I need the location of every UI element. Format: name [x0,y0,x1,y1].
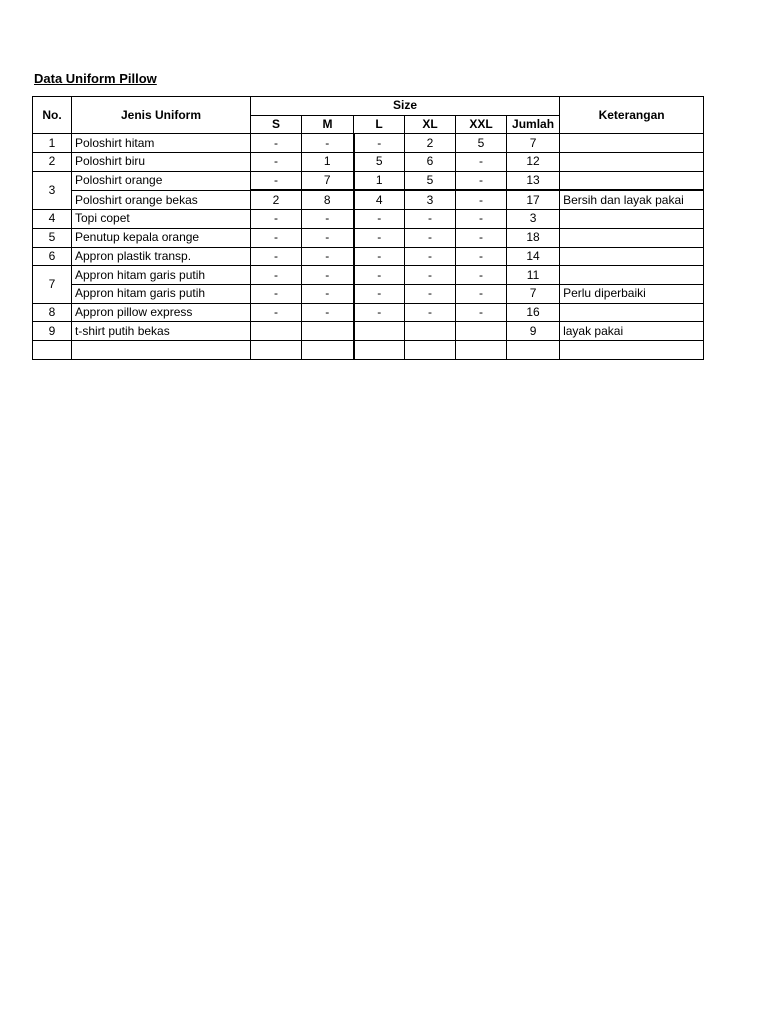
cell-jenis: Appron hitam garis putih [72,284,251,303]
uniform-table [32,96,704,360]
cell-xl: - [405,284,456,303]
cell-l [354,322,405,341]
cell-m: 8 [302,190,354,209]
header-size-xxl: XXL [456,115,507,134]
cell-keterangan: layak pakai [560,322,704,341]
cell-no: 5 [33,228,72,247]
cell-xxl: - [456,153,507,172]
cell-jenis: Poloshirt biru [72,153,251,172]
cell-m: - [302,247,354,266]
cell-s: - [251,284,302,303]
cell-keterangan [560,247,704,266]
table-row [33,210,704,229]
cell-s: - [251,303,302,322]
cell-jumlah: 11 [507,266,560,285]
table-row [33,284,704,303]
cell-s: - [251,134,302,153]
cell-xxl [456,322,507,341]
header-jumlah: Jumlah [507,115,560,134]
cell-keterangan [560,210,704,229]
table-row [33,153,704,172]
cell-xxl: - [456,228,507,247]
header-jenis-uniform: Jenis Uniform [72,97,251,134]
cell-keterangan [560,266,704,285]
cell-m: - [302,134,354,153]
cell-jenis: Penutup kepala orange [72,228,251,247]
cell-l: - [354,134,405,153]
cell-m [302,340,354,359]
cell-keterangan [560,171,704,190]
cell-jumlah: 9 [507,322,560,341]
cell-m: - [302,210,354,229]
cell-s: 2 [251,190,302,209]
cell-no: 4 [33,210,72,229]
cell-s [251,322,302,341]
cell-jenis: t-shirt putih bekas [72,322,251,341]
cell-m: 7 [302,171,354,190]
cell-s: - [251,247,302,266]
table-row [33,228,704,247]
cell-l: 4 [354,190,405,209]
cell-xl: - [405,266,456,285]
cell-no: 7 [33,266,72,303]
header-size: Size [251,97,560,116]
cell-xl: - [405,210,456,229]
cell-xl: 3 [405,190,456,209]
cell-l: - [354,303,405,322]
cell-xxl [456,340,507,359]
header-size-xl: XL [405,115,456,134]
cell-xxl: - [456,171,507,190]
cell-jumlah [507,340,560,359]
cell-xl: 6 [405,153,456,172]
table-row [33,340,704,359]
cell-xl: - [405,228,456,247]
cell-keterangan [560,303,704,322]
cell-jumlah: 7 [507,134,560,153]
table-row [33,171,704,190]
cell-jenis: Poloshirt orange bekas [72,190,251,209]
cell-keterangan [560,153,704,172]
cell-m: - [302,284,354,303]
cell-s: - [251,153,302,172]
cell-xxl: - [456,303,507,322]
cell-m: - [302,266,354,285]
cell-s: - [251,266,302,285]
cell-xl [405,322,456,341]
cell-no: 8 [33,303,72,322]
cell-l: 5 [354,153,405,172]
cell-l: - [354,210,405,229]
cell-s: - [251,228,302,247]
cell-keterangan: Bersih dan layak pakai [560,190,704,209]
table-row [33,266,704,285]
cell-no [33,340,72,359]
cell-xl: 2 [405,134,456,153]
cell-m: - [302,303,354,322]
cell-jumlah: 3 [507,210,560,229]
cell-m [302,322,354,341]
cell-l: - [354,284,405,303]
cell-xxl: - [456,266,507,285]
cell-l: - [354,247,405,266]
cell-xl: 5 [405,171,456,190]
cell-m: - [302,228,354,247]
cell-jenis: Appron pillow express [72,303,251,322]
cell-jenis: Poloshirt hitam [72,134,251,153]
table-row [33,322,704,341]
cell-l: - [354,266,405,285]
table-row [33,247,704,266]
cell-jumlah: 18 [507,228,560,247]
table-row [33,190,704,209]
cell-xxl: - [456,190,507,209]
cell-jenis: Appron hitam garis putih [72,266,251,285]
cell-l [354,340,405,359]
cell-xxl: - [456,247,507,266]
document-title: Data Uniform Pillow [34,71,157,86]
cell-s: - [251,210,302,229]
header-size-m: M [302,115,354,134]
cell-jumlah: 7 [507,284,560,303]
header-row-1 [33,97,704,116]
cell-keterangan [560,340,704,359]
cell-jumlah: 12 [507,153,560,172]
cell-no: 1 [33,134,72,153]
cell-xxl: - [456,210,507,229]
table-row [33,134,704,153]
cell-keterangan [560,134,704,153]
header-size-l: L [354,115,405,134]
cell-m: 1 [302,153,354,172]
cell-jumlah: 13 [507,171,560,190]
cell-xl: - [405,247,456,266]
cell-jenis [72,340,251,359]
cell-xl [405,340,456,359]
cell-keterangan [560,228,704,247]
cell-no: 9 [33,322,72,341]
header-no: No. [33,97,72,134]
header-size-s: S [251,115,302,134]
cell-jenis: Topi copet [72,210,251,229]
cell-l: - [354,228,405,247]
cell-no: 2 [33,153,72,172]
cell-s: - [251,171,302,190]
cell-jumlah: 16 [507,303,560,322]
cell-no: 3 [33,171,72,209]
cell-keterangan: Perlu diperbaiki [560,284,704,303]
cell-jumlah: 17 [507,190,560,209]
cell-xxl: 5 [456,134,507,153]
cell-jenis: Poloshirt orange [72,171,251,190]
cell-xl: - [405,303,456,322]
table-row [33,303,704,322]
cell-no: 6 [33,247,72,266]
cell-jenis: Appron plastik transp. [72,247,251,266]
header-keterangan: Keterangan [560,97,704,134]
cell-jumlah: 14 [507,247,560,266]
cell-l: 1 [354,171,405,190]
cell-s [251,340,302,359]
cell-xxl: - [456,284,507,303]
